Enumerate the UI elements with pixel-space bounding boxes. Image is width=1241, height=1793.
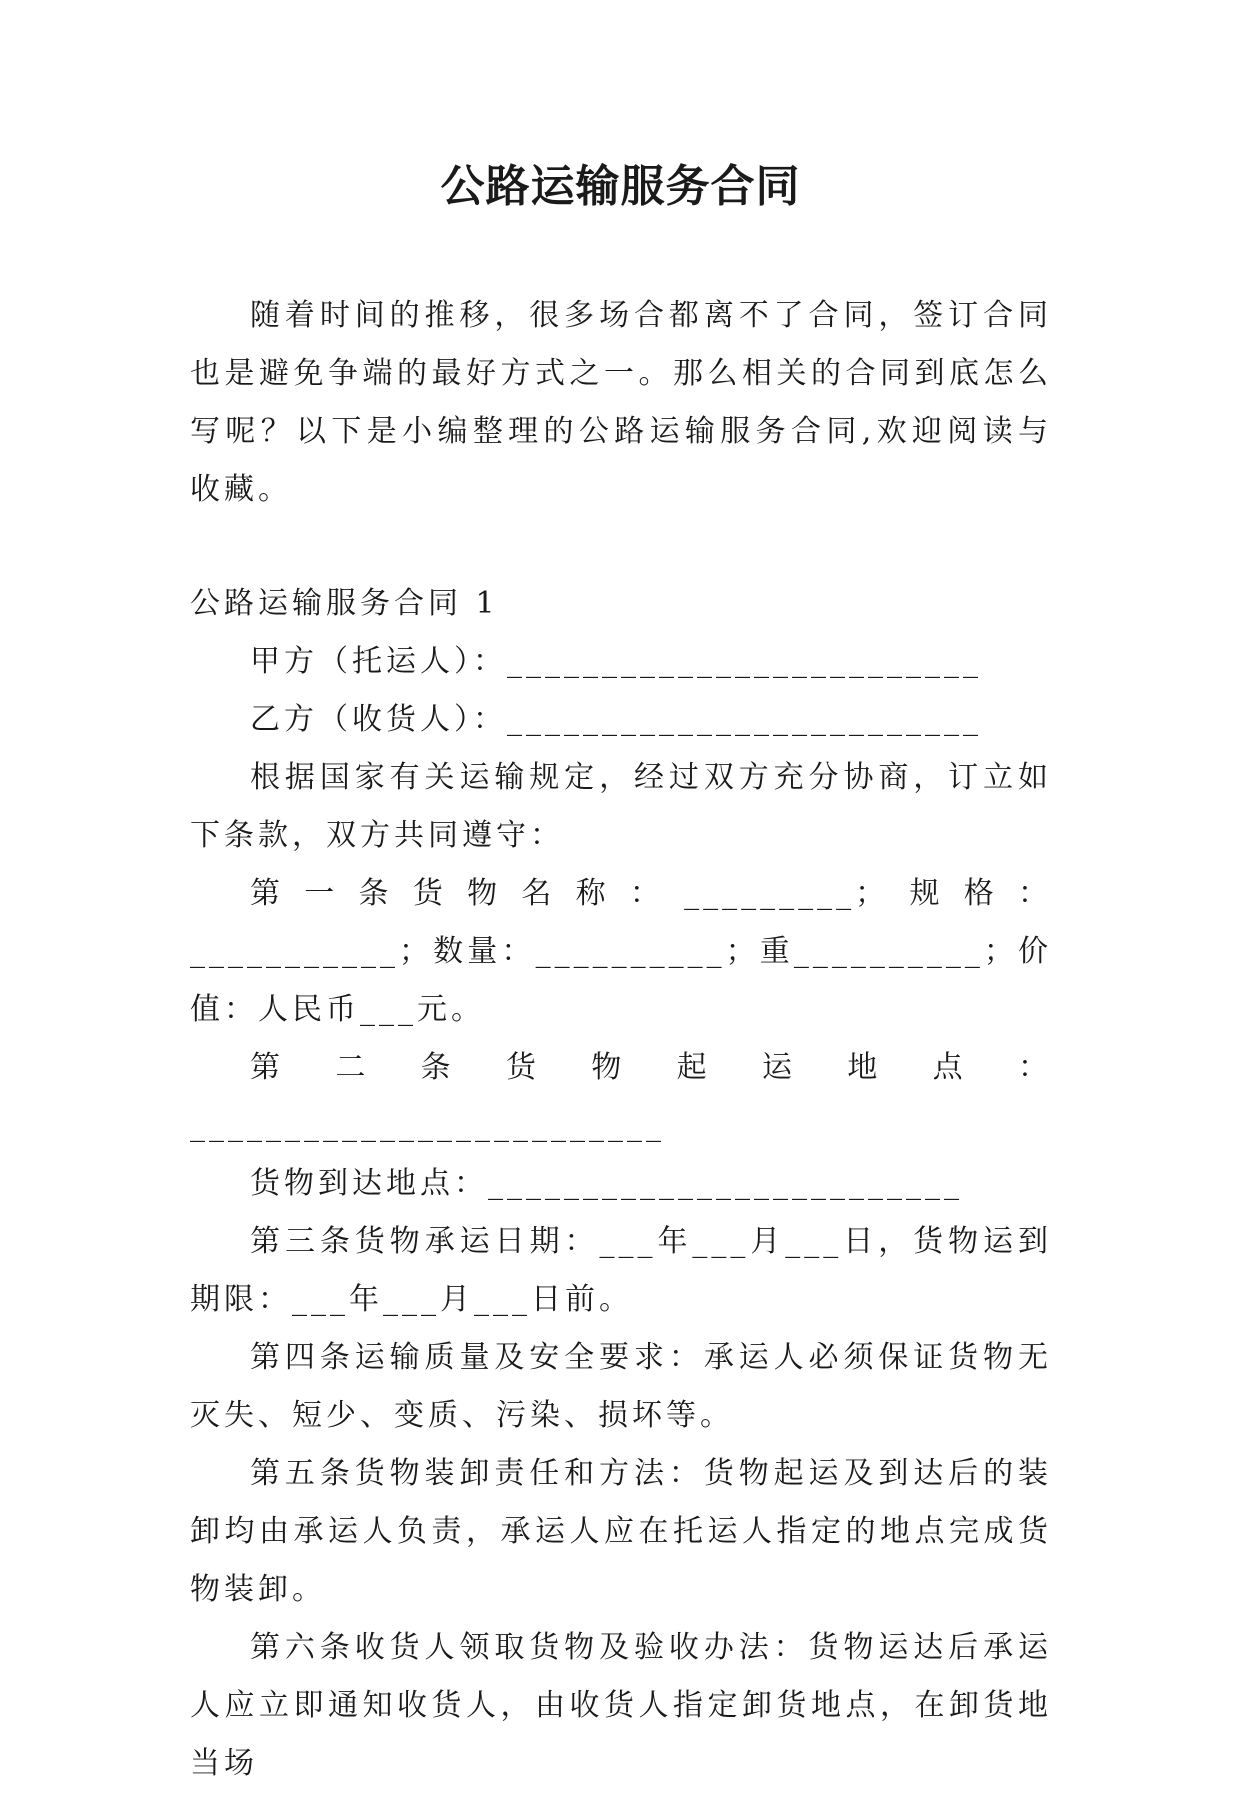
section-heading: 公路运输服务合同 1 [190, 586, 499, 621]
article-5: 第五条货物装卸责任和方法：货物起运及到达后的装卸均由承运人负责，承运人应在托运人指定的地点完成货物装卸。 [190, 1456, 1052, 1607]
article-2-destination: 货物到达地点：_________________________ [250, 1166, 963, 1201]
article-4: 第四条运输质量及安全要求：承运人必须保证货物无灭失、短少、变质、污染、损坏等。 [190, 1340, 1052, 1433]
document-title: 公路运输服务合同 [440, 161, 801, 212]
party-b-line: 乙方（收货人）：_________________________ [250, 702, 982, 737]
party-a-line: 甲方（托运人）：_________________________ [250, 644, 982, 679]
document-body [190, 287, 1052, 1793]
article-2: 第二条货物起运地点：_________________________ [190, 1050, 1052, 1143]
intro-paragraph: 随着时间的推移，很多场合都离不了合同，签订合同也是避免争端的最好方式之一。那么相关的合同到底怎么写呢？以下是小编整理的公路运输服务合同,欢迎阅读与收藏。 [190, 298, 1052, 507]
article-6: 第六条收货人领取货物及验收办法：货物运达后承运人应立即通知收货人，由收货人指定卸货地点，在卸货地当场 [190, 1630, 1052, 1781]
preamble-paragraph: 根据国家有关运输规定，经过双方充分协商，订立如下条款，双方共同遵守： [190, 760, 1052, 853]
article-3: 第三条货物承运日期：___年___月___日，货物运到期限：___年___月___日前。 [190, 1224, 1052, 1317]
article-1: 第一条货物名称：_________；规格：___________；数量：__________；重__________；价值：人民币___元。 [190, 876, 1052, 1027]
